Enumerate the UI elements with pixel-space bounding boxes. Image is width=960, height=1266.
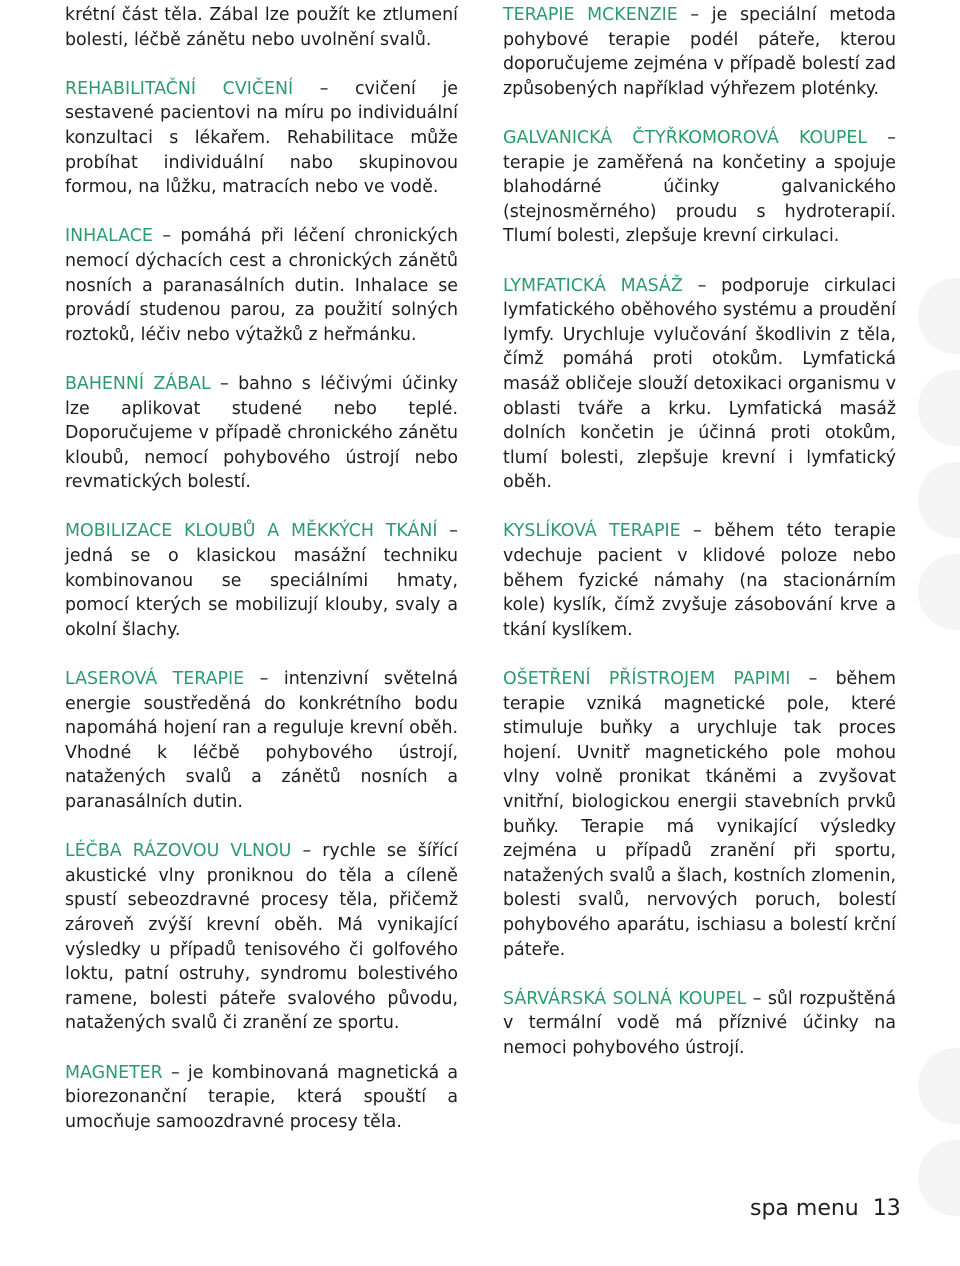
left-column bbox=[65, 3, 458, 1159]
entry-term: TERAPIE MCKENZIE bbox=[503, 5, 678, 25]
entry-term: MAGNETER bbox=[65, 1062, 163, 1083]
entry-term: REHABILITAČNÍ CVIČENÍ bbox=[65, 78, 294, 99]
decorative-circles-top bbox=[896, 270, 960, 638]
right-column bbox=[503, 3, 896, 1085]
entry-text: – rychle se šířící akustické vlny proniknou do těla a cíleně spustí sebeozdravné procesy těla, přičemž zároveň zvýší krevní oběh. Má vynikající výsledky u případů tenisového či golfového loktu, patní ostruhy, syndromu bolestivého ramene, bolesti páteře svalového původu, natažených svalů či zranění ze sportu. bbox=[65, 841, 459, 1034]
entry-laserova-terapie bbox=[65, 667, 458, 815]
entry-sarvarska-solna-koupel bbox=[503, 987, 896, 1061]
decorative-circles-bottom bbox=[896, 1040, 960, 1224]
entry-papimi bbox=[503, 667, 896, 962]
entry-text: – intenzivní světelná energie soustředěná do konkrétního bodu napomáhá hojení ran a reguluje krevní oběh. Vhodné k léčbě pohybového ústrojí, natažených svalů a zánětů nosních a paranasálních dutin. bbox=[65, 669, 458, 812]
entry-mobilizace-kloubu bbox=[65, 519, 458, 642]
decorative-circle bbox=[918, 1048, 960, 1124]
entry-text: – během terapie vzniká magnetické pole, které stimuluje buňky a urychluje tak proces hojení. Uvnitř magnetického pole mohou vlny volně pronikat tkáněmi a zvyšovat vnitřní, biologickou energii stavebních prvků buňky. Terapie má vynikající výsledky zejména u případů zranění při sportu, natažených svalů a šlach, kostních zlomenin, bolesti svalů, nervových poruch, bolestí pohybového aparátu, ischiasu a bolestí krční páteře. bbox=[503, 669, 896, 960]
entry-lymfaticka-masaz bbox=[503, 274, 896, 495]
decorative-circle bbox=[918, 554, 960, 630]
entry-term: MOBILIZACE KLOUBŮ A MĚKKÝCH TKÁNÍ bbox=[65, 521, 438, 542]
entry-term: KYSLÍKOVÁ TERAPIE bbox=[503, 521, 681, 542]
entry-terapie-mckenzie bbox=[503, 3, 896, 101]
entry-term: BAHENNÍ ZÁBAL bbox=[65, 373, 211, 394]
entry-magneter bbox=[65, 1061, 458, 1135]
entry-text: – je kombinovaná magnetická a biorezonanční terapie, která spouští a umocňuje samoozdravné procesy těla. bbox=[65, 1062, 458, 1132]
entry-galvanicka-koupel bbox=[503, 126, 896, 249]
entry-lecba-razovou-vlnou bbox=[65, 839, 458, 1036]
entry-term: GALVANICKÁ ČTYŘKOMOROVÁ KOUPEL bbox=[503, 127, 868, 148]
decorative-circle bbox=[918, 370, 960, 446]
entry-text: – cvičení je sestavené pacientovi na míru po individuální konzultaci s lékařem. Rehabilitace může probíhat individuální nabo skupinovou formou, na lůžku, matracích nebo ve vodě. bbox=[65, 78, 458, 198]
entry-text: – během této terapie vdechuje pacient v klidové poloze nebo během fyzické námahy (na stacionárním kole) kyslík, čímž zvyšuje zásobování krve a tkání kyslíkem. bbox=[503, 521, 896, 640]
entry-text: – je speciální metoda pohybové terapie podél páteře, kterou doporučujeme zejména v případě bolestí zad způsobených například výhřezem ploténky. bbox=[503, 5, 896, 99]
entry-rehabilitacni-cviceni bbox=[65, 77, 458, 200]
decorative-circle bbox=[918, 278, 960, 354]
entry-term: OŠETŘENÍ PŘÍSTROJEM PAPIMI bbox=[503, 669, 791, 690]
entry-text: – terapie je zaměřená na končetiny a spojuje blahodárné účinky galvanického (stejnosměrného) proudu s hydroterapií. Tlumí bolesti, zlepšuje krevní cirkulaci. bbox=[503, 127, 896, 247]
entry-inhalace bbox=[65, 224, 458, 347]
entry-text: – pomáhá při léčení chronických nemocí dýchacích cest a chronických zánětů nosních a paranasálních dutin. Inhalace se provádí studenou parou, za použití solných roztoků, léčiv nebo výtažků z heřmánku. bbox=[65, 226, 458, 345]
footer-label: spa menu bbox=[750, 1196, 859, 1221]
decorative-circle bbox=[918, 1140, 960, 1216]
entry-term: LÉČBA RÁZOVOU VLNOU bbox=[65, 841, 292, 862]
entry-bahenni-zabal bbox=[65, 372, 458, 495]
entry-text: – sůl rozpuštěná v termální vodě má příznivé účinky na nemoci pohybového ústrojí. bbox=[503, 988, 896, 1058]
decorative-circle bbox=[918, 462, 960, 538]
entry-term: SÁRVÁRSKÁ SOLNÁ KOUPEL bbox=[503, 988, 747, 1009]
entry-term: INHALACE bbox=[65, 226, 153, 247]
entry-text: – bahno s léčivými účinky lze aplikovat studené nebo teplé. Doporučujeme v případě chronického zánětu kloubů, nemocí pohybového ústrojí nebo revmatických bolestí. bbox=[65, 373, 458, 493]
page-footer bbox=[750, 1196, 901, 1221]
entry-text: – jedná se o klasickou masážní techniku kombinovanou se speciálními hmaty, pomocí kterých se mobilizují klouby, svaly a okolní šlachy. bbox=[65, 521, 458, 640]
intro-paragraph: krétní část těla. Zábal lze použít ke ztlumení bolesti, léčbě zánětu nebo uvolnění svalů. bbox=[65, 5, 458, 50]
entry-text: – podporuje cirkulaci lymfatického oběhového systému a proudění lymfy. Urychluje vylučování škodlivin z těla, čímž pomáhá proti otokům. Lymfatická masáž obličeje slouží detoxikaci organismu v oblasti tváře a krku. Lymfatická masáž dolních končetin je účinná proti otokům, tlumí bolesti, zlepšuje krevní i lymfatický oběh. bbox=[503, 275, 896, 493]
entry-term: LYMFATICKÁ MASÁŽ bbox=[503, 275, 683, 296]
entry-term: LASEROVÁ TERAPIE bbox=[65, 669, 245, 690]
entry-kyslikova-terapie bbox=[503, 519, 896, 642]
page-number: 13 bbox=[872, 1196, 901, 1221]
